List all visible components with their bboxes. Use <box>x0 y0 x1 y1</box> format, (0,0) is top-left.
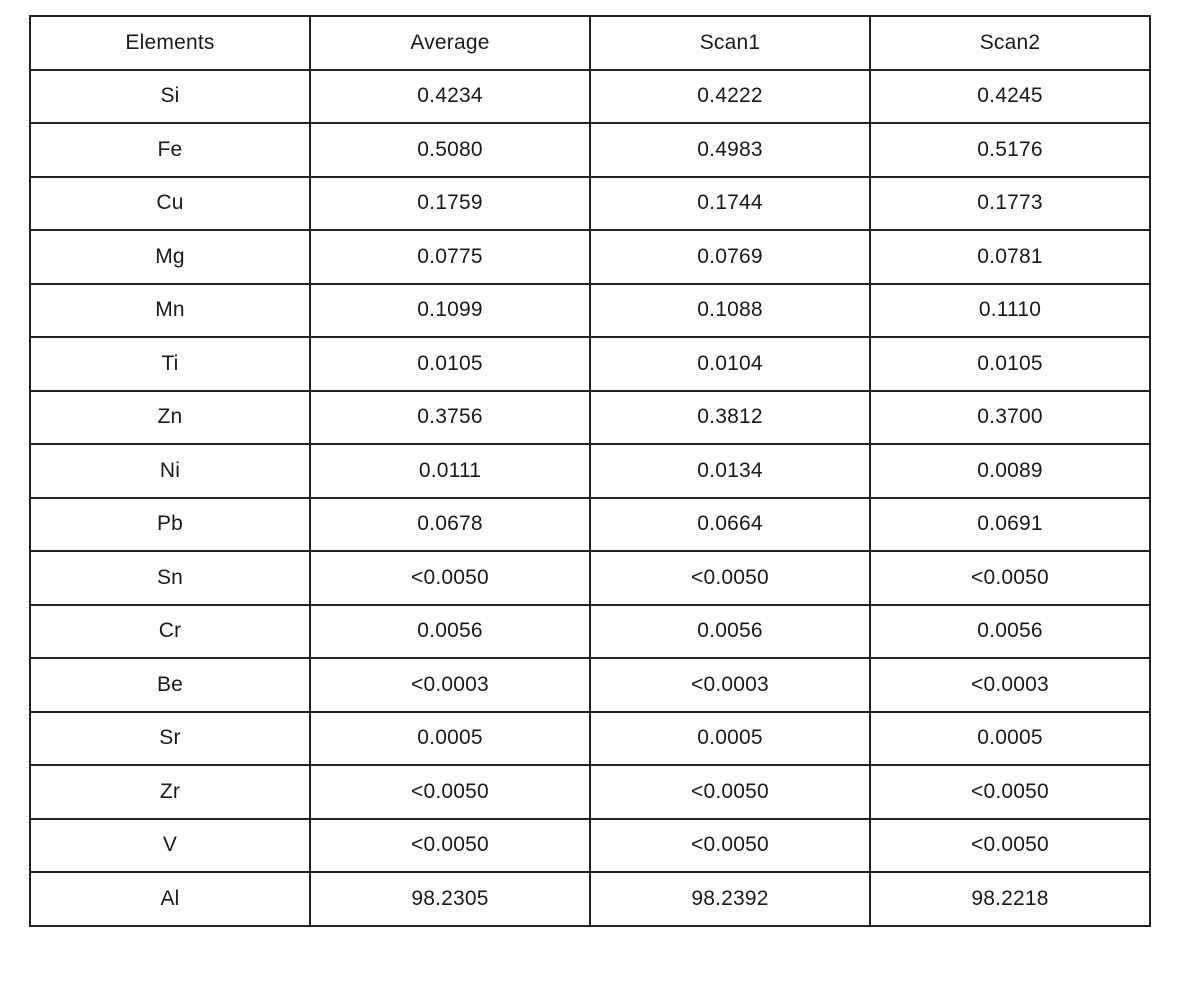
header-scan1: Scan1 <box>590 16 870 70</box>
scan2-cell: 0.4245 <box>870 70 1150 124</box>
table-body <box>30 70 1150 926</box>
average-cell: 0.0678 <box>310 498 590 552</box>
table-row <box>30 444 1150 498</box>
element-cell: Ni <box>30 444 310 498</box>
average-cell: 0.0111 <box>310 444 590 498</box>
scan2-cell: 0.3700 <box>870 391 1150 445</box>
average-cell: 0.5080 <box>310 123 590 177</box>
header-scan2: Scan2 <box>870 16 1150 70</box>
table-row <box>30 872 1150 926</box>
element-cell: Sn <box>30 551 310 605</box>
average-cell: 0.0105 <box>310 337 590 391</box>
scan1-cell: 0.0664 <box>590 498 870 552</box>
scan1-cell: 0.3812 <box>590 391 870 445</box>
scan1-cell: 0.4222 <box>590 70 870 124</box>
scan2-cell: <0.0003 <box>870 658 1150 712</box>
table-row <box>30 337 1150 391</box>
scan2-cell: 98.2218 <box>870 872 1150 926</box>
scan1-cell: 0.4983 <box>590 123 870 177</box>
composition-table-container <box>29 15 1149 927</box>
header-elements: Elements <box>30 16 310 70</box>
element-cell: Zr <box>30 765 310 819</box>
composition-table <box>29 15 1151 927</box>
table-row <box>30 765 1150 819</box>
element-cell: Sr <box>30 712 310 766</box>
header-row <box>30 16 1150 70</box>
average-cell: <0.0003 <box>310 658 590 712</box>
scan2-cell: 0.5176 <box>870 123 1150 177</box>
scan1-cell: 0.0104 <box>590 337 870 391</box>
element-cell: Al <box>30 872 310 926</box>
table-row <box>30 658 1150 712</box>
table-row <box>30 712 1150 766</box>
table-row <box>30 498 1150 552</box>
scan2-cell: 0.0005 <box>870 712 1150 766</box>
scan2-cell: 0.0781 <box>870 230 1150 284</box>
element-cell: Ti <box>30 337 310 391</box>
scan1-cell: <0.0050 <box>590 819 870 873</box>
scan1-cell: 0.0769 <box>590 230 870 284</box>
table-row <box>30 551 1150 605</box>
table-row <box>30 819 1150 873</box>
table-row <box>30 70 1150 124</box>
average-cell: <0.0050 <box>310 819 590 873</box>
scan2-cell: 0.0089 <box>870 444 1150 498</box>
average-cell: <0.0050 <box>310 551 590 605</box>
element-cell: Mg <box>30 230 310 284</box>
scan1-cell: <0.0003 <box>590 658 870 712</box>
average-cell: 0.4234 <box>310 70 590 124</box>
scan1-cell: 0.0056 <box>590 605 870 659</box>
table-row <box>30 605 1150 659</box>
scan2-cell: <0.0050 <box>870 765 1150 819</box>
header-average: Average <box>310 16 590 70</box>
element-cell: Zn <box>30 391 310 445</box>
table-row <box>30 123 1150 177</box>
average-cell: 0.3756 <box>310 391 590 445</box>
scan1-cell: 0.0005 <box>590 712 870 766</box>
element-cell: V <box>30 819 310 873</box>
scan2-cell: <0.0050 <box>870 819 1150 873</box>
element-cell: Cr <box>30 605 310 659</box>
element-cell: Si <box>30 70 310 124</box>
average-cell: 0.0775 <box>310 230 590 284</box>
scan2-cell: <0.0050 <box>870 551 1150 605</box>
scan2-cell: 0.0056 <box>870 605 1150 659</box>
element-cell: Fe <box>30 123 310 177</box>
scan1-cell: <0.0050 <box>590 551 870 605</box>
scan2-cell: 0.1110 <box>870 284 1150 338</box>
average-cell: 0.0056 <box>310 605 590 659</box>
average-cell: 0.1099 <box>310 284 590 338</box>
scan2-cell: 0.0691 <box>870 498 1150 552</box>
scan2-cell: 0.1773 <box>870 177 1150 231</box>
average-cell: 0.0005 <box>310 712 590 766</box>
scan1-cell: <0.0050 <box>590 765 870 819</box>
scan2-cell: 0.0105 <box>870 337 1150 391</box>
average-cell: 98.2305 <box>310 872 590 926</box>
element-cell: Cu <box>30 177 310 231</box>
scan1-cell: 0.1744 <box>590 177 870 231</box>
scan1-cell: 0.1088 <box>590 284 870 338</box>
average-cell: <0.0050 <box>310 765 590 819</box>
average-cell: 0.1759 <box>310 177 590 231</box>
table-row <box>30 284 1150 338</box>
element-cell: Mn <box>30 284 310 338</box>
table-row <box>30 177 1150 231</box>
scan1-cell: 98.2392 <box>590 872 870 926</box>
table-row <box>30 391 1150 445</box>
element-cell: Pb <box>30 498 310 552</box>
table-row <box>30 230 1150 284</box>
scan1-cell: 0.0134 <box>590 444 870 498</box>
element-cell: Be <box>30 658 310 712</box>
table-header <box>30 16 1150 70</box>
